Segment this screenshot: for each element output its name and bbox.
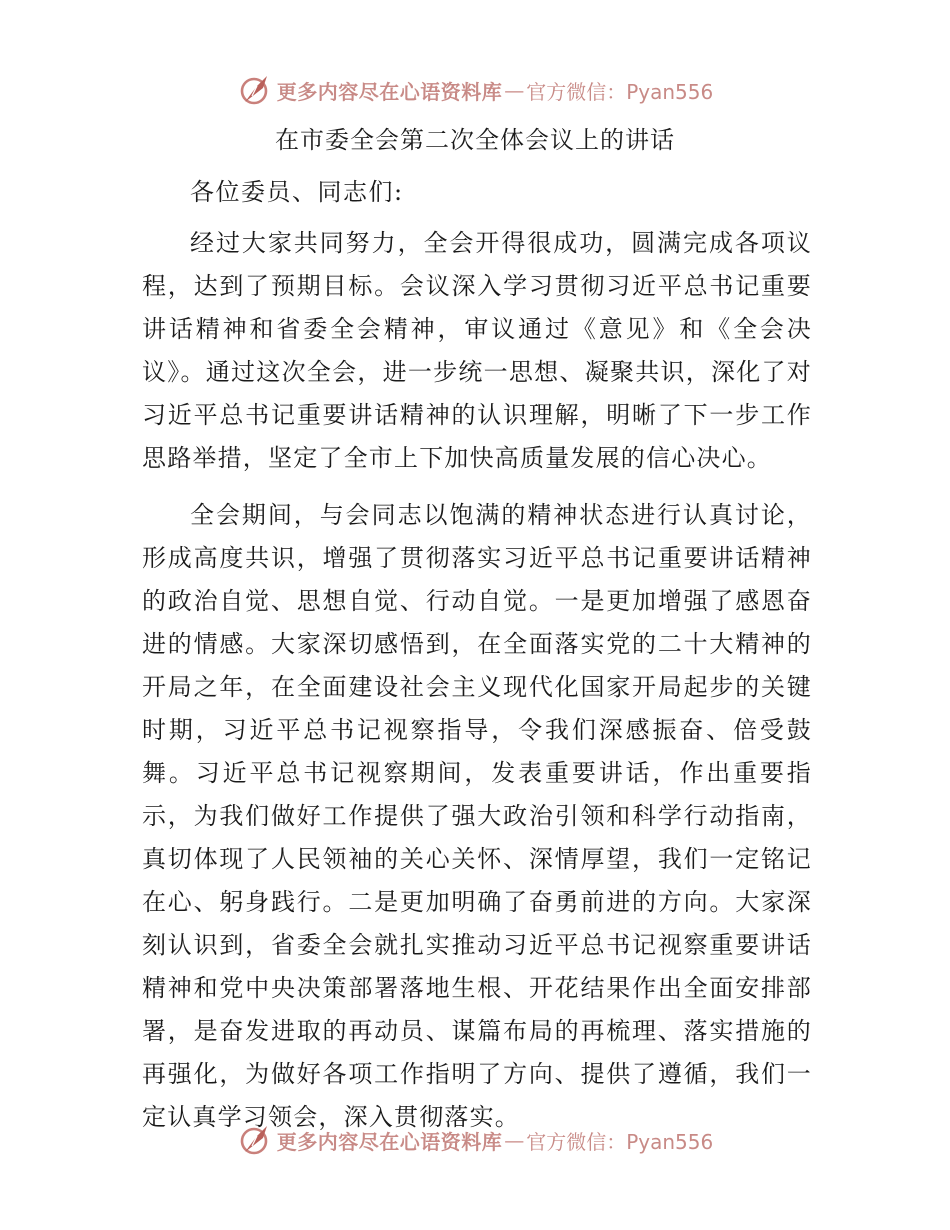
watermark-wechat-text: 官方微信：Pyan556 (526, 79, 714, 104)
watermark-separator: — (504, 1128, 525, 1152)
watermark-brand-text: 更多内容尽在心语资料库 (276, 79, 503, 104)
watermark-separator: — (504, 78, 525, 102)
watermark-banner-bottom (0, 1120, 950, 1160)
paragraph-1: 经过大家共同努力，全会开得很成功，圆满完成各项议程，达到了预期目标。会议深入学习贯彻习近平总书记重要讲话精神和省委全会精神，审议通过《意见》和《全会决议》。通过这次全会，进一步统一思想、凝聚共识，深化了对习近平总书记重要讲话精神的认识理解，明晰了下一步工作思路举措，坚定了全市上下加快高质量发展的信心决心。 (142, 229, 812, 472)
watermark-wechat-text: 官方微信：Pyan556 (526, 1129, 714, 1154)
page-title: 在市委全会第二次全体会议上的讲话 (275, 126, 675, 154)
quill-ring-logo-icon (237, 1122, 273, 1158)
salutation: 各位委员、同志们: (190, 178, 404, 206)
document-body (142, 222, 812, 1153)
paragraph-2: 全会期间，与会同志以饱满的精神状态进行认真讨论，形成高度共识，增强了贯彻落实习近平总书记重要讲话精神的政治自觉、思想自觉、行动自觉。一是更加增强了感恩奋进的情感。大家深切感悟到，在全面落实党的二十大精神的开局之年，在全面建设社会主义现代化国家开局起步的关键时期，习近平总书记视察指导，令我们深感振奋、倍受鼓舞。习近平总书记视察期间，发表重要讲话，作出重要指示，为我们做好工作提供了强大政治引领和科学行动指南，真切体现了人民领袖的关心关怀、深情厚望，我们一定铭记在心、躬身践行。二是更加明确了奋勇前进的方向。大家深刻认识到，省委全会就扎实推动习近平总书记视察重要讲话精神和党中央决策部署落地生根、开花结果作出全面安排部署，是奋发进取的再动员、谋篇布局的再梳理、落实措施的再强化，为做好各项工作指明了方向、提供了遵循，我们一定认真学习领会，深入贯彻落实。 (142, 501, 812, 1131)
watermark-brand-text: 更多内容尽在心语资料库 (276, 1129, 503, 1154)
watermark-banner-top (0, 70, 950, 110)
quill-ring-logo-icon (237, 72, 273, 108)
